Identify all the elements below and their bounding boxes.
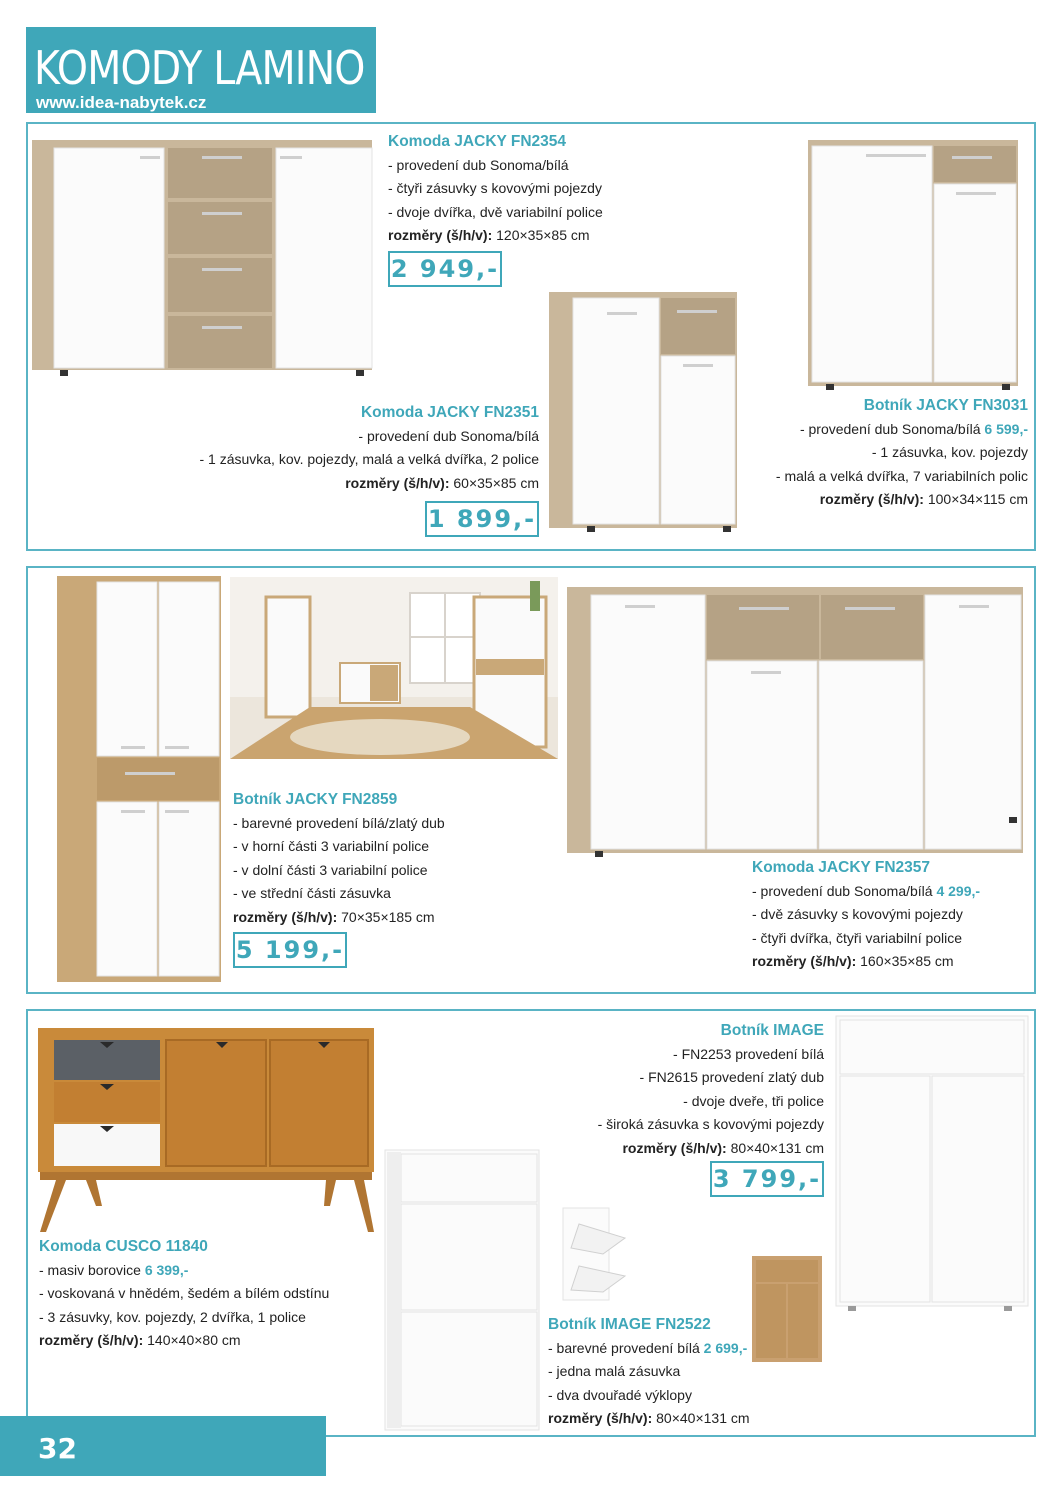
product-dims: rozměry (š/h/v): 80×40×131 cm bbox=[548, 1410, 750, 1426]
product-line: - dvoje dvířka, dvě variabilní police bbox=[388, 203, 603, 220]
inline-price: 6 399,- bbox=[144, 1261, 189, 1278]
product-line: - FN2615 provedení zlatý dub bbox=[639, 1069, 824, 1085]
product-image-fn2859 bbox=[55, 574, 223, 988]
product-line: - 1 zásuvka, kov. pojezdy bbox=[871, 444, 1028, 460]
product-info-fn2859 bbox=[233, 788, 445, 929]
product-line: - FN2253 provedení bílá bbox=[673, 1045, 824, 1062]
product-info-fn2522 bbox=[548, 1313, 750, 1431]
product-line: - jedna malá zásuvka bbox=[548, 1363, 681, 1379]
product-line: - dva dvouřadé výklopy bbox=[548, 1386, 692, 1403]
product-title: Botník JACKY FN3031 bbox=[863, 397, 1028, 414]
page-header bbox=[26, 27, 376, 113]
product-line: - 1 zásuvka, kov. pojezdy, malá a velká dvířka, 2 police bbox=[199, 451, 539, 467]
product-line: - masiv borovice 6 399,- bbox=[39, 1261, 189, 1278]
page-footer bbox=[0, 1416, 326, 1476]
product-line: - čtyři dvířka, čtyři variabilní police bbox=[752, 929, 963, 946]
website-url[interactable]: www.idea-nabytek.cz bbox=[36, 93, 207, 112]
product-title: Botník IMAGE bbox=[720, 1022, 824, 1039]
product-image-fn2522-open bbox=[559, 1204, 629, 1304]
product-line: - provedení dub Sonoma/bílá bbox=[388, 156, 569, 173]
product-line: - čtyři zásuvky s kovovými pojezdy bbox=[388, 180, 602, 196]
price-badge-fn2351: 1 899,- bbox=[425, 501, 539, 537]
inline-price: 6 599,- bbox=[984, 420, 1028, 437]
price-badge-image: 3 799,- bbox=[710, 1161, 824, 1197]
product-line: - provedení dub Sonoma/bílá 6 599,- bbox=[799, 420, 1028, 437]
product-title: Komoda JACKY FN2351 bbox=[360, 404, 539, 421]
product-dims: rozměry (š/h/v): 160×35×85 cm bbox=[752, 953, 954, 969]
product-image-fn2357 bbox=[565, 585, 1025, 863]
product-image-image-white bbox=[834, 1014, 1030, 1314]
product-line: - malá a velká dvířka, 7 variabilních polic bbox=[775, 467, 1028, 484]
product-line: - provedení dub Sonoma/bílá bbox=[358, 427, 539, 444]
inline-price: 4 299,- bbox=[936, 882, 981, 899]
product-image-cusco bbox=[36, 1026, 376, 1234]
product-line: - barevné provedení bílá/zlatý dub bbox=[233, 814, 445, 831]
product-info-fn2351 bbox=[199, 401, 539, 495]
page-title: KOMODY LAMINO bbox=[34, 41, 365, 95]
product-dims: rozměry (š/h/v): 120×35×85 cm bbox=[388, 227, 590, 243]
price-badge-fn2859: 5 199,- bbox=[233, 932, 347, 968]
product-image-fn3031 bbox=[806, 138, 1021, 393]
product-dims: rozměry (š/h/v): 140×40×80 cm bbox=[39, 1332, 241, 1348]
product-image-fn2351 bbox=[547, 290, 739, 535]
product-line: - v horní části 3 variabilní police bbox=[233, 838, 430, 854]
product-line: - provedení dub Sonoma/bílá 4 299,- bbox=[752, 882, 981, 899]
price-badge-fn2354: 2 949,- bbox=[388, 251, 502, 287]
product-info-fn2354 bbox=[388, 130, 603, 248]
product-title: Komoda CUSCO 11840 bbox=[39, 1238, 208, 1255]
product-line: - široká zásuvka s kovovými pojezdy bbox=[597, 1116, 824, 1132]
product-line: - dvě zásuvky s kovovými pojezdy bbox=[752, 906, 963, 922]
product-title: Botník JACKY FN2859 bbox=[233, 791, 398, 808]
product-dims: rozměry (š/h/v): 80×40×131 cm bbox=[622, 1139, 824, 1156]
product-line: - voskovaná v hnědém, šedém a bílém odstínu bbox=[39, 1285, 330, 1301]
product-info-image bbox=[598, 1019, 824, 1160]
product-line: - v dolní části 3 variabilní police bbox=[233, 861, 428, 878]
product-info-fn3031 bbox=[776, 394, 1028, 512]
product-title: Komoda JACKY FN2357 bbox=[752, 859, 931, 876]
product-info-cusco bbox=[39, 1235, 329, 1353]
product-line: - barevné provedení bílá 2 699,- bbox=[548, 1339, 748, 1356]
product-image-image-oak bbox=[750, 1254, 824, 1366]
room-photo bbox=[230, 577, 558, 759]
product-dims: rozměry (š/h/v): 70×35×185 cm bbox=[233, 908, 435, 925]
product-image-fn2354 bbox=[30, 134, 375, 396]
product-image-fn2522-tall bbox=[383, 1148, 541, 1434]
product-dims: rozměry (š/h/v): 100×34×115 cm bbox=[819, 491, 1028, 507]
page-number: 32 bbox=[38, 1432, 77, 1465]
product-title: Botník IMAGE FN2522 bbox=[548, 1316, 711, 1333]
product-line: - 3 zásuvky, kov. pojezdy, 2 dvířka, 1 police bbox=[39, 1308, 306, 1325]
product-line: - ve střední části zásuvka bbox=[233, 885, 391, 901]
product-title: Komoda JACKY FN2354 bbox=[388, 133, 567, 150]
product-dims: rozměry (š/h/v): 60×35×85 cm bbox=[345, 474, 539, 491]
inline-price: 2 699,- bbox=[703, 1339, 748, 1356]
product-line: - dvoje dveře, tři police bbox=[683, 1092, 824, 1109]
product-info-fn2357 bbox=[752, 856, 980, 974]
